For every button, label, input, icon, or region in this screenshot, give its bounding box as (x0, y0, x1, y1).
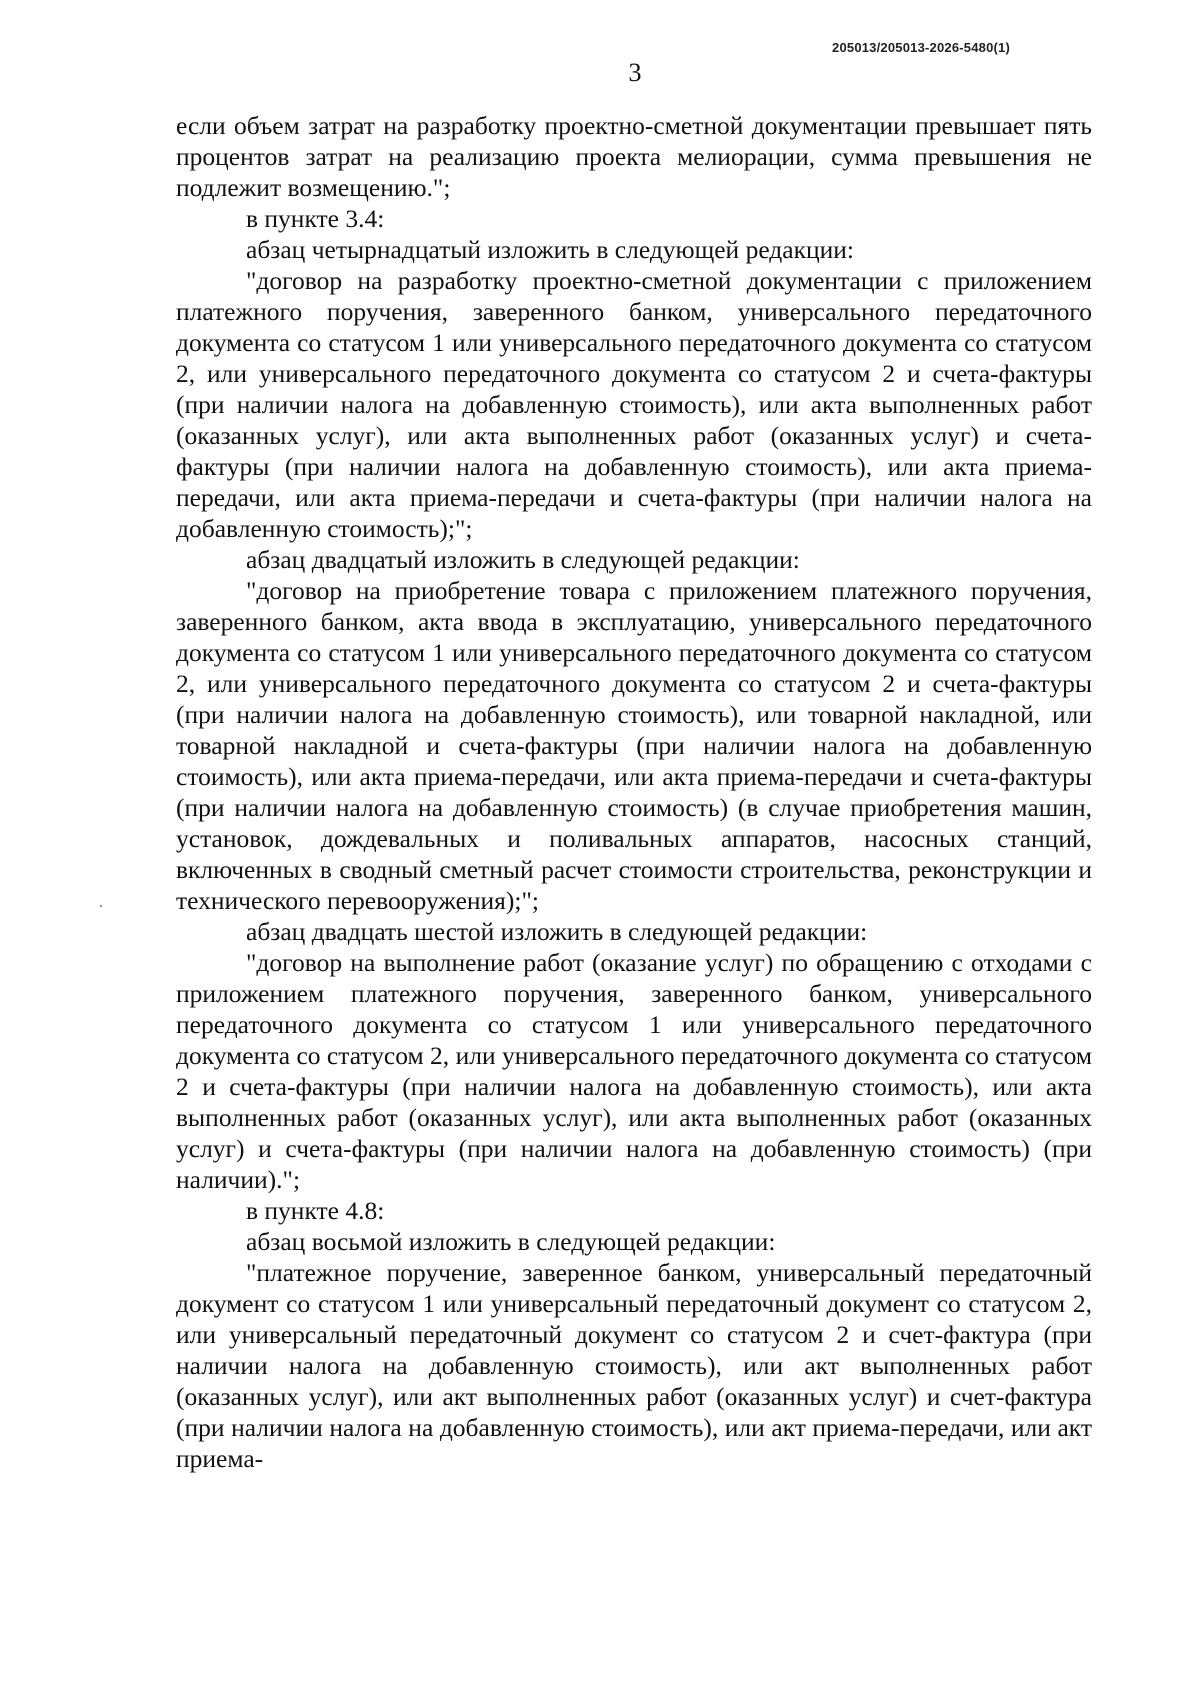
paragraph: абзац восьмой изложить в следующей редакции: (246, 1227, 776, 1256)
paragraph: "договор на выполнение работ (оказание услуг) по обращению с отходами с приложением платежного поручения, заверенного банком, универсального передаточного документа со статусом 1 или универсального передаточного документа со статусом 2, или универсального передаточного документа со статусом 2 и счета-фактуры (при наличии налога на добавленную стоимость), или акта выполненных работ (оказанных услуг), или акта выполненных работ (оказанных услуг) и счета-фактуры (при наличии налога на добавленную стоимость) (при наличии)."; (176, 948, 1092, 1194)
scan-speck (100, 905, 102, 907)
paragraph: абзац двадцатый изложить в следующей редакции: (246, 545, 800, 574)
paragraph: "договор на разработку проектно-сметной документации с приложением платежного поручения, заверенного банком, универсального передаточного документа со статусом 1 или универсального передаточного документа со статусом 2, или универсального передаточного документа со статусом 2 и счета-фактуры (при наличии налога на добавленную стоимость), или акта выполненных работ (оказанных услуг), или акта выполненных работ (оказанных услуг) и счета-фактуры (при наличии налога на добавленную стоимость), или акта приема-передачи, или акта приема-передачи и счета-фактуры (при наличии налога на добавленную стоимость);"; (176, 266, 1092, 543)
paragraph: "договор на приобретение товара с приложением платежного поручения, заверенного банком, акта ввода в эксплуатацию, универсального передаточного документа со статусом 1 или универсального передаточного документа со статусом 2, или универсального передаточного документа со статусом 2 и счета-фактуры (при наличии налога на добавленную стоимость), или товарной накладной, или товарной накладной и счета-фактуры (при наличии налога на добавленную стоимость), или акта приема-передачи, или акта приема-передачи и счета-фактуры (при наличии налога на добавленную стоимость) (в случае приобретения машин, установок, дождевальных и поливальных аппаратов, насосных станций, включенных в сводный сметный расчет стоимости строительства, реконструкции и технического перевооружения);"; (176, 576, 1092, 915)
paragraph: абзац четырнадцатый изложить в следующей редакции: (246, 235, 855, 264)
paragraph: в пункте 4.8: (246, 1196, 385, 1225)
paragraph: в пункте 3.4: (246, 204, 385, 233)
paragraph: абзац двадцать шестой изложить в следующей редакции: (246, 917, 868, 946)
paragraph: если объем затрат на разработку проектно-сметной документации превышает пять процентов затрат на реализацию проекта мелиорации, сумма превышения не подлежит возмещению."; (176, 111, 1092, 202)
paragraph: "платежное поручение, заверенное банком, универсальный передаточный документ со статусом 1 или универсальный передаточный документ со статусом 2, или универсальный передаточный документ со статусом 2 и счет-фактура (при наличии налога на добавленную стоимость), или акт выполненных работ (оказанных услуг), или акт выполненных работ (оказанных услуг) и счет-фактура (при наличии налога на добавленную стоимость), или акт приема-передачи, или акт приема- (176, 1258, 1092, 1473)
document-body (176, 110, 1092, 1474)
page-number: 3 (628, 58, 642, 87)
document-id: 205013/205013-2026-5480(1) (832, 40, 1010, 55)
